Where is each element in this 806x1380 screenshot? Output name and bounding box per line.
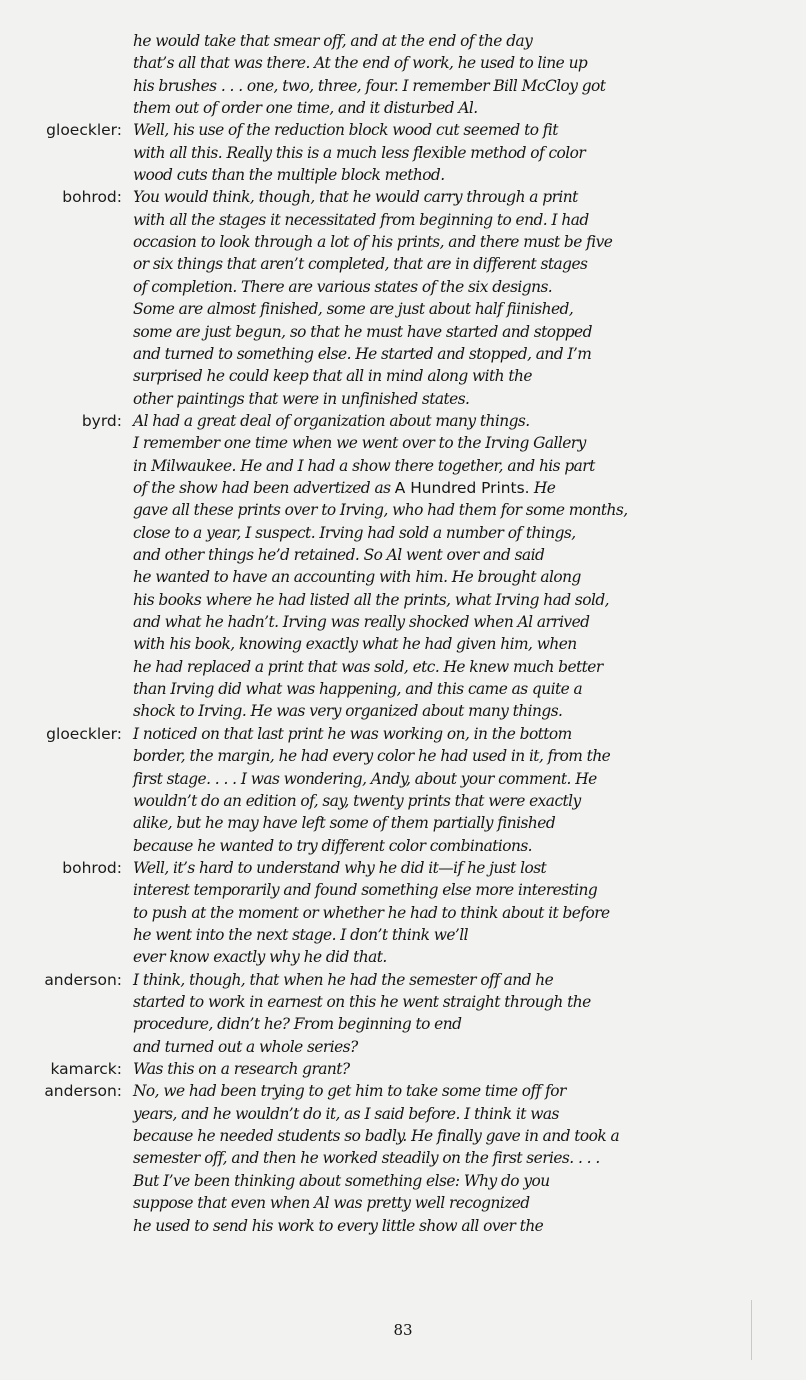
text-segment: shock to Irving. He was very organized about many things. xyxy=(133,702,563,721)
text-line xyxy=(133,1215,773,1237)
speaker-text xyxy=(133,1080,773,1236)
text-segment: close to a year, I suspect. Irving had sold a number of things, xyxy=(133,523,576,542)
text-segment: of completion. There are various states of the six designs. xyxy=(133,277,553,296)
text-segment: Some are almost finished, some are just about half fiinished, xyxy=(133,300,574,319)
text-segment: alike, but he may have left some of them partially finished xyxy=(133,814,556,833)
text-line xyxy=(133,321,773,343)
text-line xyxy=(133,1103,773,1125)
text-segment: in Milwaukee. He and I had a show there together, and his part xyxy=(133,456,595,475)
text-line xyxy=(133,432,773,454)
text-line xyxy=(133,678,773,700)
show-title: A Hundred Prints. xyxy=(394,478,530,497)
text-segment: procedure, didn’t he? From beginning to end xyxy=(133,1015,462,1034)
text-line xyxy=(133,566,773,588)
text-segment: he had replaced a print that was sold, etc. He knew much better xyxy=(133,657,603,676)
text-segment: ever know exactly why he did that. xyxy=(133,948,387,967)
text-line xyxy=(133,611,773,633)
text-segment: and turned to something else. He started and stopped, and I’m xyxy=(133,344,592,363)
text-segment: because he wanted to try different color combinations. xyxy=(133,836,533,855)
text-line xyxy=(133,499,773,521)
text-line xyxy=(133,343,773,365)
text-line xyxy=(133,365,773,387)
text-segment: that’s all that was there. At the end of work, he used to line up xyxy=(133,54,588,73)
text-line xyxy=(133,656,773,678)
text-segment: But I’ve been thinking about something else: Why do you xyxy=(133,1171,550,1190)
text-line xyxy=(133,522,773,544)
text-segment: first stage. . . . I was wondering, Andy, about your comment. He xyxy=(133,769,597,788)
text-line xyxy=(133,253,773,275)
speaker-name: anderson: xyxy=(44,970,122,989)
page-number: 83 xyxy=(393,1321,413,1339)
speaker-name: byrd: xyxy=(81,411,122,430)
text-line xyxy=(133,231,773,253)
text-segment: He xyxy=(529,478,556,497)
text-line xyxy=(133,902,773,924)
page-edge-mark xyxy=(751,1300,752,1360)
text-line xyxy=(133,119,773,141)
text-line xyxy=(133,97,773,119)
text-segment: Well, his use of the reduction block wood cut seemed to fit xyxy=(133,121,558,140)
speaker-text xyxy=(133,410,773,723)
text-line xyxy=(133,790,773,812)
text-line xyxy=(133,946,773,968)
text-segment: other paintings that were in unfinished states. xyxy=(133,389,470,408)
text-segment: or six things that aren’t completed, that are in different stages xyxy=(133,255,588,274)
text-line xyxy=(133,164,773,186)
text-segment: his brushes . . . one, two, three, four. I remember Bill McCloy got xyxy=(133,76,606,95)
text-line xyxy=(133,589,773,611)
text-segment: of the show had been advertized as xyxy=(133,478,395,497)
text-segment: with all the stages it necessitated from beginning to end. I had xyxy=(133,210,589,229)
text-segment: No, we had been trying to get him to take some time off for xyxy=(133,1082,566,1101)
speaker-name: anderson: xyxy=(44,1082,122,1101)
text-line xyxy=(133,879,773,901)
text-segment: because he needed students so badly. He finally gave in and took a xyxy=(133,1127,620,1146)
text-segment: occasion to look through a lot of his prints, and there must be five xyxy=(133,233,613,252)
text-line xyxy=(133,1080,773,1102)
text-segment: his books where he had listed all the prints, what Irving had sold, xyxy=(133,590,609,609)
text-line xyxy=(133,969,773,991)
text-line xyxy=(133,276,773,298)
speaker-text xyxy=(133,30,773,119)
text-segment: I noticed on that last print he was working on, in the bottom xyxy=(133,724,572,743)
text-line xyxy=(133,544,773,566)
text-line xyxy=(133,52,773,74)
text-segment: with his book, knowing exactly what he had given him, when xyxy=(133,635,577,654)
speaker-text xyxy=(133,186,773,409)
text-line xyxy=(133,1058,773,1080)
text-line xyxy=(133,812,773,834)
text-segment: Was this on a research grant? xyxy=(133,1060,350,1079)
text-segment: Al had a great deal of organization about many things. xyxy=(133,411,530,430)
text-line xyxy=(133,1013,773,1035)
text-segment: he went into the next stage. I don’t think we’ll xyxy=(133,925,468,944)
text-line xyxy=(133,835,773,857)
text-segment: some are just begun, so that he must have started and stopped xyxy=(133,322,592,341)
text-line xyxy=(133,1192,773,1214)
text-segment: border, the margin, he had every color he had used in it, from the xyxy=(133,747,611,766)
text-segment: with all this. Really this is a much less flexible method of color xyxy=(133,143,586,162)
speaker-text xyxy=(133,1058,773,1080)
text-line xyxy=(133,455,773,477)
text-line xyxy=(133,700,773,722)
speaker-text xyxy=(133,857,773,969)
text-segment: and turned out a whole series? xyxy=(133,1037,358,1056)
text-segment: I think, though, that when he had the semester off and he xyxy=(133,970,554,989)
text-line xyxy=(133,991,773,1013)
text-line xyxy=(133,745,773,767)
text-line xyxy=(133,75,773,97)
speaker-name: gloeckler: xyxy=(46,724,122,743)
speaker-name: kamarck: xyxy=(50,1060,122,1079)
text-line xyxy=(133,633,773,655)
text-line xyxy=(133,30,773,52)
text-segment: he used to send his work to every little show all over the xyxy=(133,1216,544,1235)
text-segment: to push at the moment or whether he had to think about it before xyxy=(133,903,610,922)
text-segment: I remember one time when we went over to the Irving Gallery xyxy=(133,434,586,453)
text-segment: he wanted to have an accounting with him. He brought along xyxy=(133,568,581,587)
text-line xyxy=(133,1036,773,1058)
text-line xyxy=(133,857,773,879)
text-line xyxy=(133,723,773,745)
text-line xyxy=(133,186,773,208)
speaker-name: bohrod: xyxy=(62,188,122,207)
text-segment: and other things he’d retained. So Al went over and said xyxy=(133,546,545,564)
text-line xyxy=(133,1125,773,1147)
speaker-text xyxy=(133,969,773,1058)
text-line xyxy=(133,410,773,432)
speaker-name: gloeckler: xyxy=(46,121,122,140)
text-segment: years, and he wouldn’t do it, as I said before. I think it was xyxy=(133,1104,559,1123)
text-line xyxy=(133,388,773,410)
text-line xyxy=(133,209,773,231)
text-segment: Well, it’s hard to understand why he did it—if he just lost xyxy=(133,858,547,877)
text-segment: semester off, and then he worked steadily on the first series. . . . xyxy=(133,1149,600,1168)
text-line xyxy=(133,142,773,164)
text-segment: wouldn’t do an edition of, say, twenty prints that were exactly xyxy=(133,791,581,810)
text-line xyxy=(133,1147,773,1169)
text-segment: and what he hadn’t. Irving was really shocked when Al arrived xyxy=(133,613,590,632)
text-segment: started to work in earnest on this he went straight through the xyxy=(133,993,591,1012)
text-segment: them out of order one time, and it disturbed Al. xyxy=(133,99,478,118)
text-segment: suppose that even when Al was pretty well recognized xyxy=(133,1194,530,1213)
text-line xyxy=(133,924,773,946)
text-segment: wood cuts than the multiple block method. xyxy=(133,166,445,185)
text-line xyxy=(133,298,773,320)
speaker-text xyxy=(133,119,773,186)
speaker-text xyxy=(133,723,773,857)
text-segment: gave all these prints over to Irving, who had them for some months, xyxy=(133,501,628,520)
speaker-name: bohrod: xyxy=(62,858,122,877)
text-segment: interest temporarily and found something else more interesting xyxy=(133,881,598,900)
text-segment: You would think, though, that he would carry through a print xyxy=(133,188,578,207)
text-line xyxy=(133,1170,773,1192)
text-segment: surprised he could keep that all in mind along with the xyxy=(133,367,532,386)
text-line xyxy=(133,477,773,499)
text-segment: than Irving did what was happening, and this came as quite a xyxy=(133,680,583,699)
text-line xyxy=(133,768,773,790)
text-segment: he would take that smear off, and at the end of the day xyxy=(133,32,533,50)
